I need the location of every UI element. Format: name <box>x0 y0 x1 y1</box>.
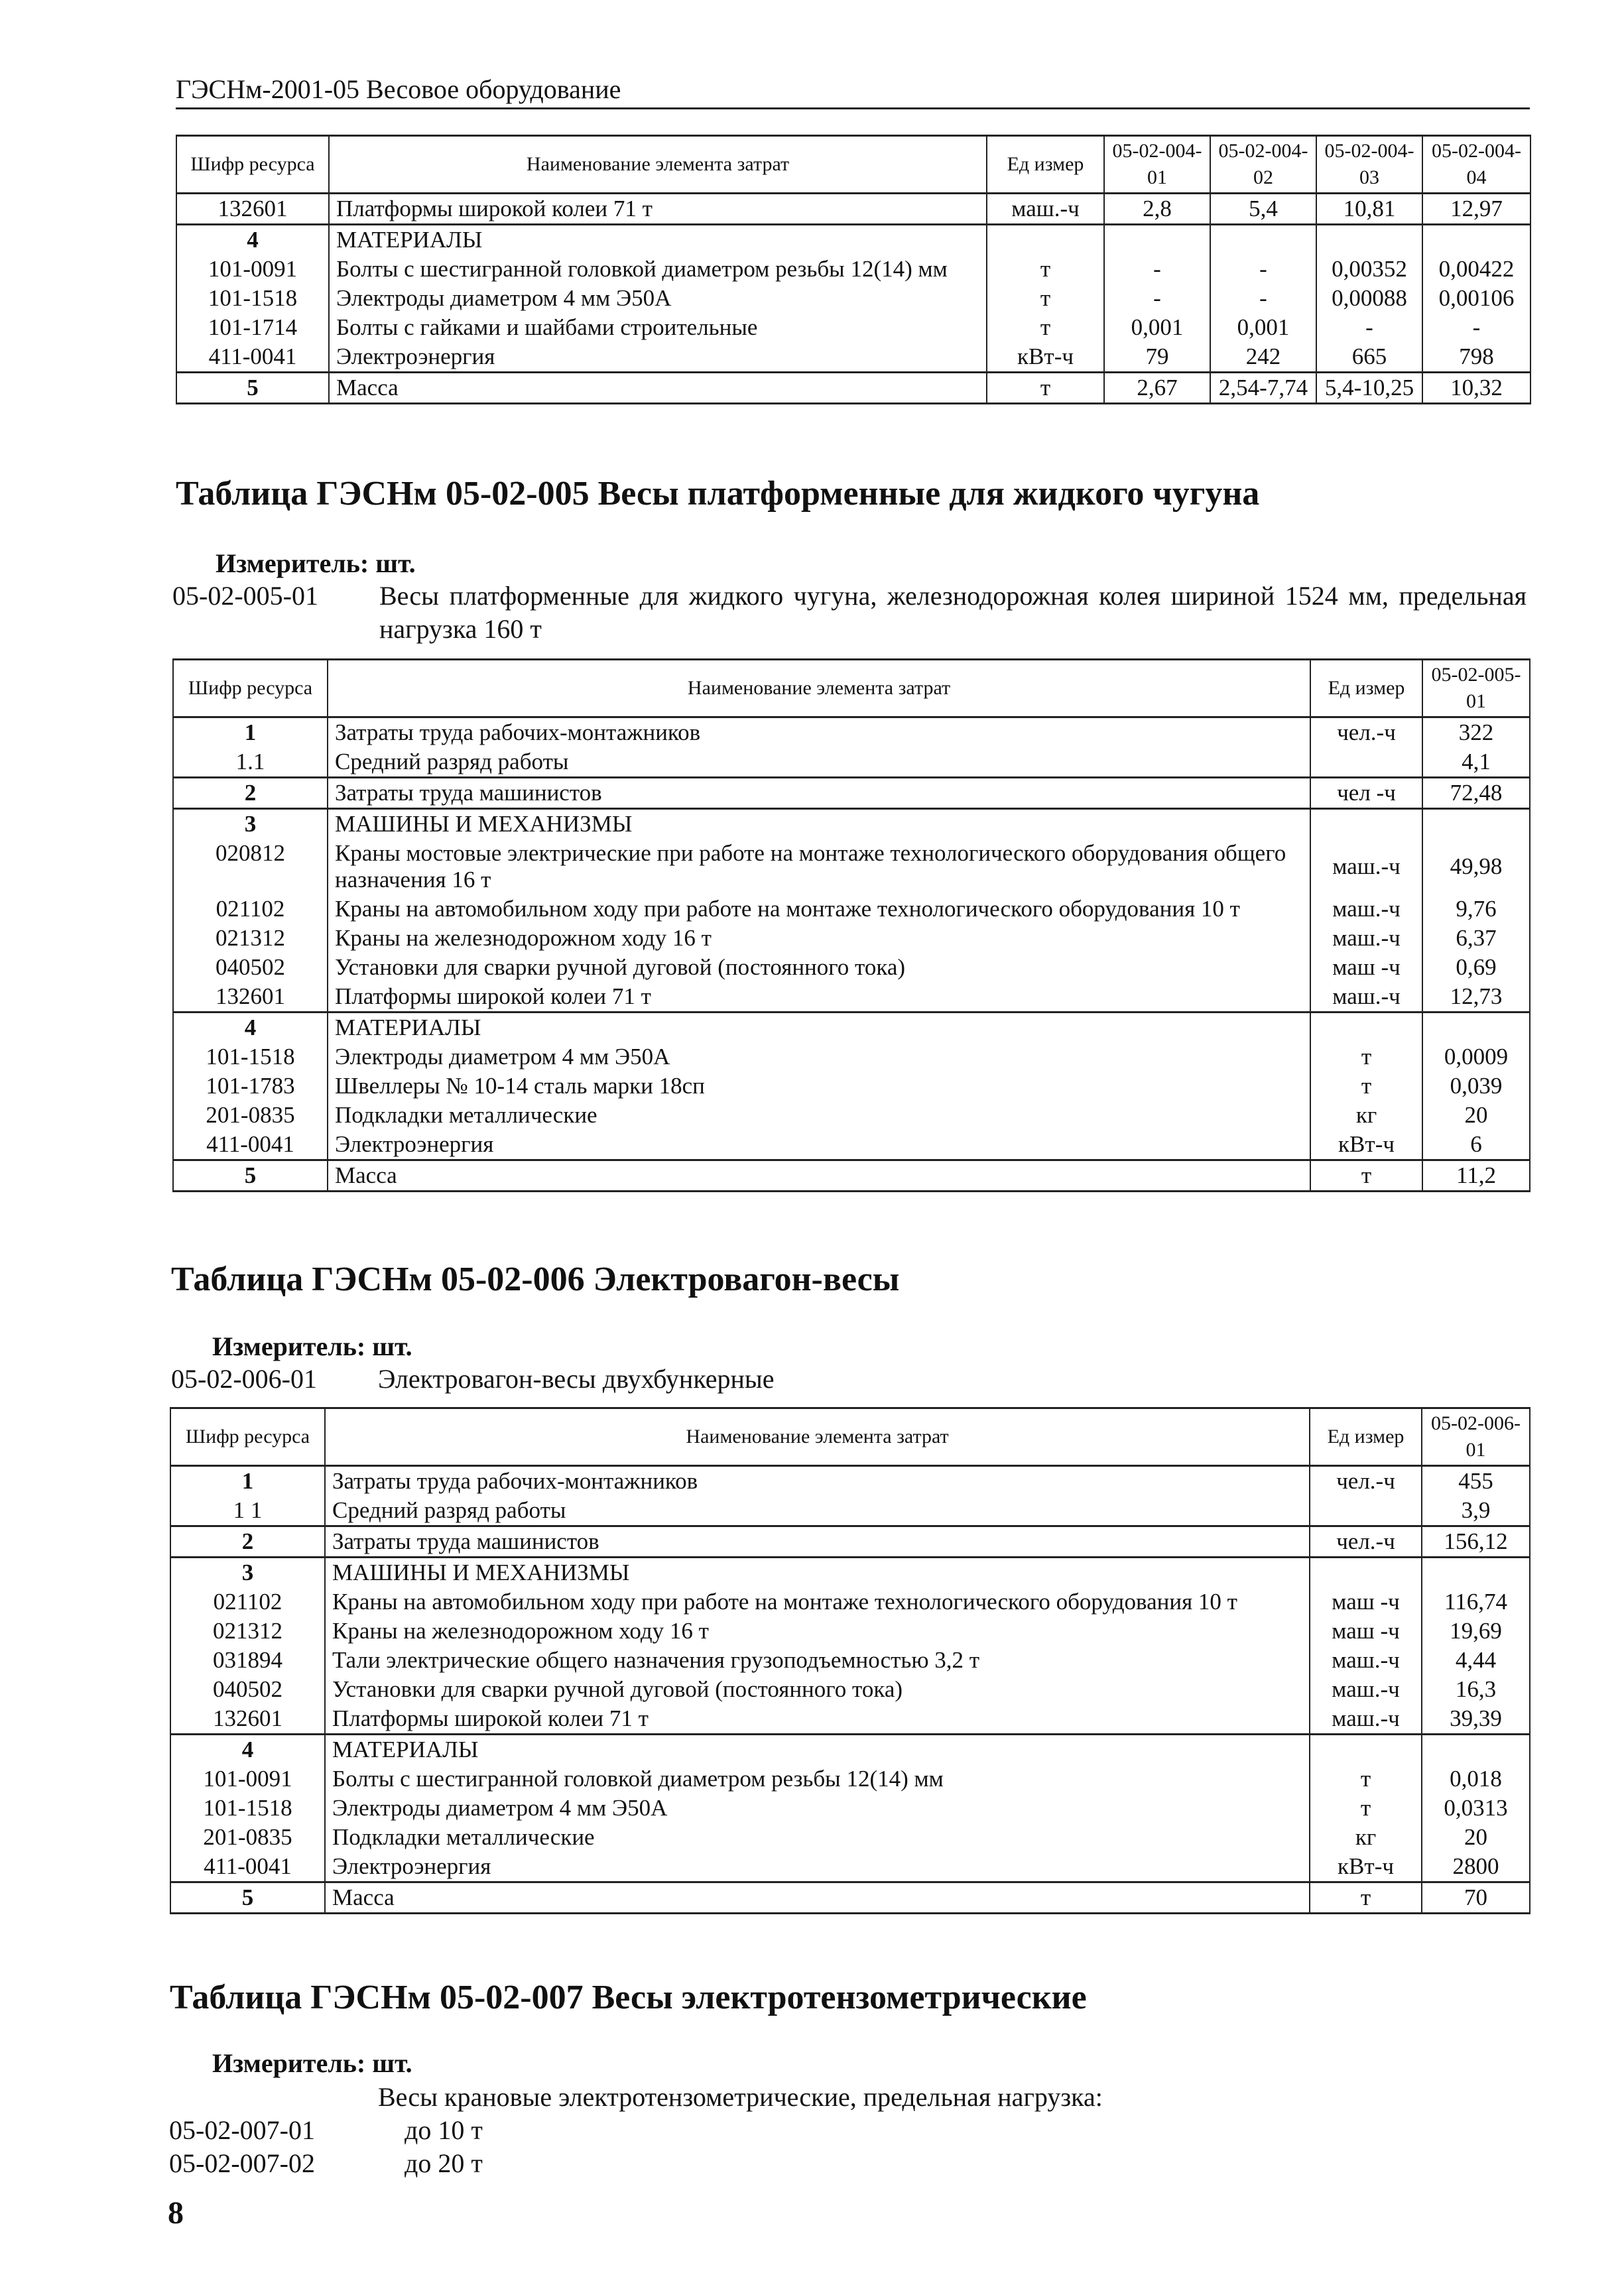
cell-value: 11,2 <box>1422 1160 1530 1192</box>
cell-unit: т <box>1310 1764 1422 1794</box>
table-row <box>170 1735 1530 1765</box>
item-description: до 10 т <box>405 2115 483 2145</box>
item-intro <box>378 2081 1505 2114</box>
cell-value: 2,8 <box>1104 194 1210 225</box>
cell-code: 1 <box>173 717 328 748</box>
section-title: Таблица ГЭСНм 05-02-007 Весы электротензометрические <box>170 1979 1087 2016</box>
cell-value: - <box>1104 284 1210 313</box>
cell-unit: кВт-ч <box>987 342 1104 373</box>
table-row <box>170 1466 1530 1497</box>
cell-code: 1 <box>170 1466 325 1497</box>
cell-name: Затраты труда рабочих-монтажников <box>325 1466 1310 1497</box>
cell-name: Болты с шестигранной головкой диаметром резьбы 12(14) мм <box>329 255 987 284</box>
cell-code: 021102 <box>173 894 328 924</box>
cell-name: Подкладки металлические <box>325 1823 1310 1852</box>
cell-value <box>1316 225 1422 255</box>
cell-value: 0,00422 <box>1422 255 1530 284</box>
table-row <box>173 1013 1530 1043</box>
item-code: 05-02-007-02 <box>169 2148 315 2178</box>
table-row <box>173 1101 1530 1130</box>
cell-value: 242 <box>1210 342 1316 373</box>
table-row <box>170 1882 1530 1914</box>
cell-code: 021102 <box>170 1587 325 1617</box>
cell-name: Платформы широкой колеи 71 т <box>325 1704 1310 1735</box>
table-row <box>170 1823 1530 1852</box>
col-header-unit: Ед измер <box>1310 660 1422 717</box>
cell-name: Электроэнергия <box>325 1852 1310 1882</box>
cell-code: 5 <box>173 1160 328 1192</box>
cell-code: 101-1518 <box>173 1042 328 1072</box>
meter-label: Измеритель: шт. <box>212 2048 412 2078</box>
cell-value <box>1422 1013 1530 1043</box>
cell-unit: маш.-ч <box>1310 1704 1422 1735</box>
cell-name: Установки для сварки ручной дуговой (постоянного тока) <box>325 1675 1310 1704</box>
table-05-02-004-continued <box>176 135 1531 404</box>
table-row <box>173 1160 1530 1192</box>
cell-value: - <box>1316 313 1422 342</box>
cell-name: Электроды диаметром 4 мм Э50А <box>328 1042 1310 1072</box>
item-description: до 20 т <box>405 2148 483 2178</box>
cell-name: Установки для сварки ручной дуговой (постоянного тока) <box>328 953 1310 982</box>
cell-code: 5 <box>170 1882 325 1914</box>
cell-code: 3 <box>170 1558 325 1588</box>
col-header-unit: Ед измер <box>1310 1408 1422 1466</box>
item-line <box>169 2114 832 2147</box>
item-description: Весы платформенные для жидкого чугуна, железнодорожная колея шириной 1524 мм, предельная нагрузка 160 т <box>379 581 1527 644</box>
cell-name: Болты с гайками и шайбами строительные <box>329 313 987 342</box>
cell-name: Масса <box>325 1882 1310 1914</box>
cell-name: МАТЕРИАЛЫ <box>329 225 987 255</box>
cell-unit: кВт-ч <box>1310 1852 1422 1882</box>
col-header-value: 05-02-005-01 <box>1422 660 1530 717</box>
cell-name: МАТЕРИАЛЫ <box>328 1013 1310 1043</box>
table-row <box>176 313 1530 342</box>
table-row <box>170 1617 1530 1646</box>
table-row <box>170 1852 1530 1882</box>
cell-value: 6,37 <box>1422 924 1530 953</box>
cell-value: 2,67 <box>1104 373 1210 404</box>
item-intro-text: Весы крановые электротензометрические, предельная нагрузка: <box>378 2082 1103 2112</box>
col-header-code: Шифр ресурса <box>176 136 329 194</box>
cell-value: 9,76 <box>1422 894 1530 924</box>
cell-code: 101-1783 <box>173 1072 328 1101</box>
cell-value: 0,0009 <box>1422 1042 1530 1072</box>
table-row <box>170 1764 1530 1794</box>
cell-value: 2800 <box>1422 1852 1530 1882</box>
cell-name: Средний разряд работы <box>328 747 1310 778</box>
cell-value: 16,3 <box>1422 1675 1530 1704</box>
table-row <box>176 284 1530 313</box>
cell-value: 20 <box>1422 1101 1530 1130</box>
cell-name: Затраты труда машинистов <box>328 778 1310 809</box>
cell-name: Краны на автомобильном ходу при работе на монтаже технологического оборудования 10 т <box>328 894 1310 924</box>
cell-code: 4 <box>173 1013 328 1043</box>
cell-unit: т <box>987 255 1104 284</box>
cell-value: 12,97 <box>1422 194 1530 225</box>
table-row <box>173 953 1530 982</box>
cell-value: 0,00352 <box>1316 255 1422 284</box>
cell-unit: маш.-ч <box>1310 982 1422 1013</box>
col-header-code: Шифр ресурса <box>173 660 328 717</box>
table-row <box>170 1496 1530 1526</box>
item-code: 05-02-005-01 <box>172 581 318 611</box>
table-row <box>173 1130 1530 1160</box>
item-code: 05-02-006-01 <box>171 1364 317 1394</box>
cell-unit: т <box>1310 1042 1422 1072</box>
cell-unit: т <box>987 284 1104 313</box>
cell-unit: т <box>1310 1072 1422 1101</box>
table-row <box>173 924 1530 953</box>
cell-value: 2,54-7,74 <box>1210 373 1316 404</box>
cell-unit <box>987 225 1104 255</box>
cell-value: 156,12 <box>1422 1526 1530 1558</box>
cell-unit: кг <box>1310 1101 1422 1130</box>
cell-value: 0,001 <box>1104 313 1210 342</box>
cell-name: Электроэнергия <box>329 342 987 373</box>
cell-unit: чел.-ч <box>1310 1466 1422 1497</box>
table-row <box>170 1675 1530 1704</box>
cell-unit <box>1310 1013 1422 1043</box>
cell-name: МАШИНЫ И МЕХАНИЗМЫ <box>325 1558 1310 1588</box>
table-row <box>173 1042 1530 1072</box>
cell-unit: т <box>987 373 1104 404</box>
page-header: ГЭСНм-2001-05 Весовое оборудование <box>176 74 1530 109</box>
cell-name: Средний разряд работы <box>325 1496 1310 1526</box>
cell-name: Краны мостовые электрические при работе на монтаже технологического оборудования общего назначения 16 т <box>328 839 1310 894</box>
cell-name: Электроды диаметром 4 мм Э50А <box>325 1794 1310 1823</box>
cell-unit: кВт-ч <box>1310 1130 1422 1160</box>
cell-name: МАТЕРИАЛЫ <box>325 1735 1310 1765</box>
item-description: Электровагон-весы двухбункерные <box>378 1364 775 1394</box>
cell-value: 322 <box>1422 717 1530 748</box>
table-row <box>173 1072 1530 1101</box>
table-row <box>173 717 1530 748</box>
item-code: 05-02-007-01 <box>169 2115 315 2145</box>
cell-unit <box>1310 1735 1422 1765</box>
cell-unit: т <box>1310 1882 1422 1914</box>
cell-unit: маш.-ч <box>1310 924 1422 953</box>
cell-code: 101-1518 <box>176 284 329 313</box>
col-header-code: Шифр ресурса <box>170 1408 325 1466</box>
cell-code: 020812 <box>173 839 328 894</box>
col-header-value: 05-02-004-01 <box>1104 136 1210 194</box>
cell-value: 0,00106 <box>1422 284 1530 313</box>
cell-name: Швеллеры № 10-14 сталь марки 18сп <box>328 1072 1310 1101</box>
cell-unit: маш -ч <box>1310 953 1422 982</box>
cell-value: 0,69 <box>1422 953 1530 982</box>
cell-value <box>1422 1735 1530 1765</box>
table-05-02-006 <box>170 1407 1530 1914</box>
cell-unit: маш.-ч <box>987 194 1104 225</box>
table-header-row <box>176 136 1530 194</box>
cell-unit <box>1310 1558 1422 1588</box>
cell-value: 4,44 <box>1422 1646 1530 1675</box>
cell-code: 040502 <box>173 953 328 982</box>
meter-label: Измеритель: шт. <box>216 548 416 578</box>
cell-unit: т <box>1310 1160 1422 1192</box>
cell-code: 4 <box>170 1735 325 1765</box>
cell-code: 021312 <box>173 924 328 953</box>
cell-value: 0,001 <box>1210 313 1316 342</box>
cell-value: 79 <box>1104 342 1210 373</box>
table-row <box>173 747 1530 778</box>
table-row <box>173 839 1530 894</box>
cell-name: Болты с шестигранной головкой диаметром резьбы 12(14) мм <box>325 1764 1310 1794</box>
cell-unit: т <box>987 313 1104 342</box>
table-header-row <box>170 1408 1530 1466</box>
cell-value: 3,9 <box>1422 1496 1530 1526</box>
table-row <box>173 778 1530 809</box>
cell-value: 455 <box>1422 1466 1530 1497</box>
table-row <box>170 1704 1530 1735</box>
cell-value: 798 <box>1422 342 1530 373</box>
col-header-name: Наименование элемента затрат <box>329 136 987 194</box>
cell-name: МАШИНЫ И МЕХАНИЗМЫ <box>328 809 1310 839</box>
cell-value: 5,4-10,25 <box>1316 373 1422 404</box>
cell-value: 665 <box>1316 342 1422 373</box>
cell-value: 12,73 <box>1422 982 1530 1013</box>
section-title: Таблица ГЭСНм 05-02-006 Электровагон-весы <box>171 1260 900 1298</box>
cell-unit <box>1310 747 1422 778</box>
cell-value: 0,018 <box>1422 1764 1530 1794</box>
cell-value: 0,00088 <box>1316 284 1422 313</box>
cell-value: 116,74 <box>1422 1587 1530 1617</box>
cell-code: 021312 <box>170 1617 325 1646</box>
cell-unit: чел.-ч <box>1310 1526 1422 1558</box>
cell-code: 101-1714 <box>176 313 329 342</box>
item-line <box>169 2147 832 2180</box>
cell-code: 101-0091 <box>176 255 329 284</box>
cell-code: 2 <box>170 1526 325 1558</box>
cell-unit <box>1310 809 1422 839</box>
cell-value: 70 <box>1422 1882 1530 1914</box>
cell-value: - <box>1422 313 1530 342</box>
table-row <box>173 809 1530 839</box>
cell-code: 132601 <box>176 194 329 225</box>
col-header-name: Наименование элемента затрат <box>328 660 1310 717</box>
item-line <box>172 580 1532 646</box>
cell-unit: чел.-ч <box>1310 717 1422 748</box>
cell-unit: чел -ч <box>1310 778 1422 809</box>
cell-code: 1 1 <box>170 1496 325 1526</box>
cell-value: 39,39 <box>1422 1704 1530 1735</box>
cell-code: 101-1518 <box>170 1794 325 1823</box>
cell-value: - <box>1104 255 1210 284</box>
item-line <box>171 1363 1530 1396</box>
page-number: 8 <box>168 2195 184 2231</box>
table-row <box>170 1558 1530 1588</box>
table-05-02-005 <box>172 658 1530 1192</box>
cell-code: 411-0041 <box>176 342 329 373</box>
table-header-row <box>173 660 1530 717</box>
cell-name: Подкладки металлические <box>328 1101 1310 1130</box>
cell-value: 20 <box>1422 1823 1530 1852</box>
cell-code: 411-0041 <box>170 1852 325 1882</box>
cell-unit: маш.-ч <box>1310 839 1422 894</box>
cell-name: Масса <box>329 373 987 404</box>
table-row <box>170 1587 1530 1617</box>
cell-name: Масса <box>328 1160 1310 1192</box>
cell-name: Тали электрические общего назначения грузоподъемностью 3,2 т <box>325 1646 1310 1675</box>
table-row <box>176 373 1530 404</box>
cell-unit: маш.-ч <box>1310 1646 1422 1675</box>
table-row <box>176 255 1530 284</box>
cell-name: Краны на железнодорожном ходу 16 т <box>328 924 1310 953</box>
cell-value <box>1422 1558 1530 1588</box>
cell-code: 1.1 <box>173 747 328 778</box>
cell-name: Затраты труда машинистов <box>325 1526 1310 1558</box>
cell-code: 201-0835 <box>173 1101 328 1130</box>
cell-value: 10,81 <box>1316 194 1422 225</box>
table-row <box>170 1526 1530 1558</box>
section-title: Таблица ГЭСНм 05-02-005 Весы платформенные для жидкого чугуна <box>176 475 1260 513</box>
cell-value: 0,0313 <box>1422 1794 1530 1823</box>
cell-code: 132601 <box>173 982 328 1013</box>
cell-value: 6 <box>1422 1130 1530 1160</box>
cell-value <box>1210 225 1316 255</box>
col-header-value: 05-02-004-02 <box>1210 136 1316 194</box>
col-header-value: 05-02-004-03 <box>1316 136 1422 194</box>
cell-value <box>1422 809 1530 839</box>
cell-unit: маш.-ч <box>1310 894 1422 924</box>
cell-code: 3 <box>173 809 328 839</box>
cell-code: 101-0091 <box>170 1764 325 1794</box>
col-header-unit: Ед измер <box>987 136 1104 194</box>
table-row <box>176 225 1530 255</box>
cell-value <box>1422 225 1530 255</box>
cell-value: 72,48 <box>1422 778 1530 809</box>
cell-value: - <box>1210 284 1316 313</box>
cell-unit: кг <box>1310 1823 1422 1852</box>
table-row <box>176 194 1530 225</box>
col-header-value: 05-02-004-04 <box>1422 136 1530 194</box>
cell-unit: маш -ч <box>1310 1587 1422 1617</box>
table-row <box>176 342 1530 373</box>
cell-name: Краны на автомобильном ходу при работе на монтаже технологического оборудования 10 т <box>325 1587 1310 1617</box>
cell-code: 4 <box>176 225 329 255</box>
table-row <box>173 982 1530 1013</box>
table-row <box>170 1646 1530 1675</box>
cell-code: 5 <box>176 373 329 404</box>
cell-unit: маш.-ч <box>1310 1675 1422 1704</box>
cell-value: 49,98 <box>1422 839 1530 894</box>
cell-name: Электроэнергия <box>328 1130 1310 1160</box>
cell-unit: маш -ч <box>1310 1617 1422 1646</box>
cell-code: 040502 <box>170 1675 325 1704</box>
cell-code: 201-0835 <box>170 1823 325 1852</box>
cell-value: 5,4 <box>1210 194 1316 225</box>
cell-name: Платформы широкой колеи 71 т <box>329 194 987 225</box>
cell-unit: т <box>1310 1794 1422 1823</box>
cell-value: - <box>1210 255 1316 284</box>
cell-code: 031894 <box>170 1646 325 1675</box>
cell-value: 19,69 <box>1422 1617 1530 1646</box>
cell-code: 132601 <box>170 1704 325 1735</box>
col-header-value: 05-02-006-01 <box>1422 1408 1530 1466</box>
cell-value: 4,1 <box>1422 747 1530 778</box>
cell-code: 2 <box>173 778 328 809</box>
table-row <box>170 1794 1530 1823</box>
table-row <box>173 894 1530 924</box>
cell-value: 10,32 <box>1422 373 1530 404</box>
cell-name: Платформы широкой колеи 71 т <box>328 982 1310 1013</box>
cell-unit <box>1310 1496 1422 1526</box>
col-header-name: Наименование элемента затрат <box>325 1408 1310 1466</box>
meter-label: Измеритель: шт. <box>212 1331 412 1361</box>
cell-value: 0,039 <box>1422 1072 1530 1101</box>
cell-name: Краны на железнодорожном ходу 16 т <box>325 1617 1310 1646</box>
cell-name: Электроды диаметром 4 мм Э50А <box>329 284 987 313</box>
cell-name: Затраты труда рабочих-монтажников <box>328 717 1310 748</box>
cell-value <box>1104 225 1210 255</box>
cell-code: 411-0041 <box>173 1130 328 1160</box>
